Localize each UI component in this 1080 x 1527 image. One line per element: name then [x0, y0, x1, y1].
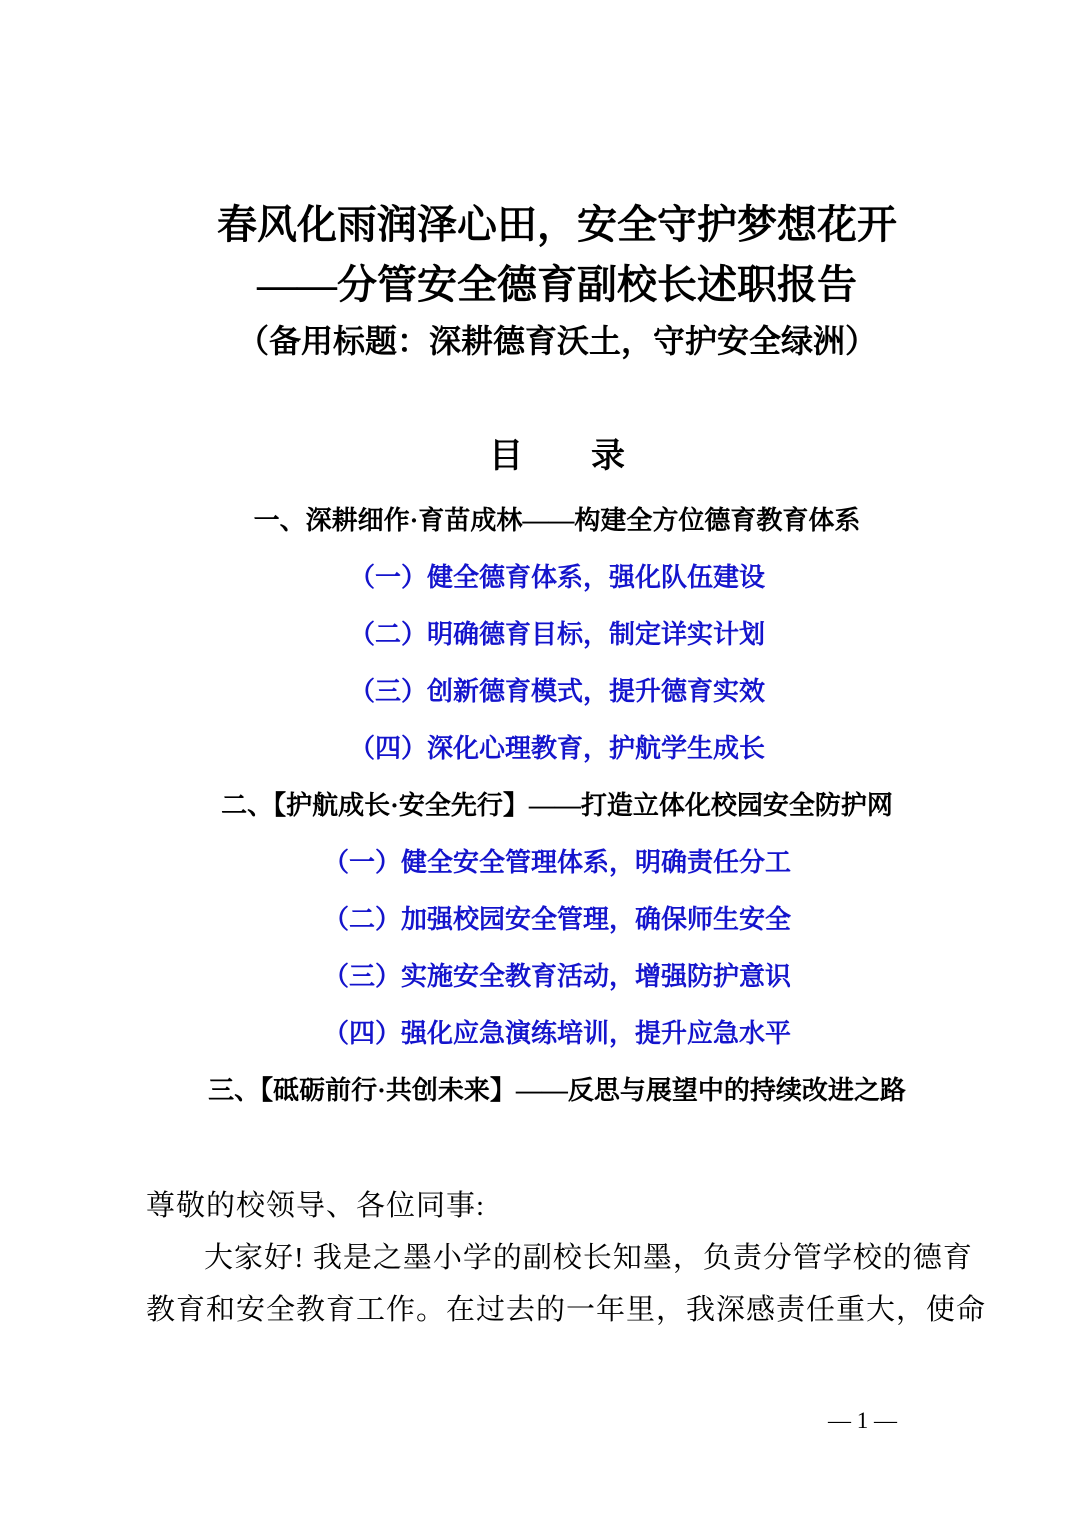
toc-item-section-1-sub-2[interactable]: （二）明确德育目标，制定详实计划: [348, 620, 765, 649]
toc-item-section-2-sub-3[interactable]: （三）实施安全教育活动，增强防护意识: [322, 962, 791, 991]
body-paragraph-line-1: 大家好! 我是之墨小学的副校长知墨，负责分管学校的德育: [204, 1242, 973, 1274]
toc-item-section-1[interactable]: 一、深耕细作·育苗成林——构建全方位德育教育体系: [253, 506, 861, 535]
salutation-line: 尊敬的校领导、各位同事:: [146, 1190, 486, 1222]
toc-item-section-2-sub-2[interactable]: （二）加强校园安全管理，确保师生安全: [322, 905, 791, 934]
document-title-line2: ——分管安全德育副校长述职报告: [257, 262, 857, 307]
toc-item-section-1-sub-4[interactable]: （四）深化心理教育，护航学生成长: [348, 734, 765, 763]
toc-item-section-1-sub-1[interactable]: （一）健全德育体系，强化队伍建设: [348, 563, 765, 592]
toc-item-section-2-sub-4[interactable]: （四）强化应急演练培训，提升应急水平: [322, 1019, 791, 1048]
toc-item-section-3[interactable]: 三、【砥砺前行·共创未来】——反思与展望中的持续改进之路: [208, 1076, 906, 1105]
page-number: — 1 —: [828, 1408, 897, 1433]
toc-item-section-1-sub-3[interactable]: （三）创新德育模式，提升德育实效: [348, 677, 765, 706]
table-of-contents: [146, 492, 968, 1119]
toc-item-section-2-sub-1[interactable]: （一）健全安全管理体系，明确责任分工: [322, 848, 791, 877]
body-paragraph-line-2: 教育和安全教育工作。在过去的一年里，我深感责任重大，使命: [146, 1294, 987, 1326]
document-title-block: [146, 195, 968, 367]
toc-heading: 目 录: [489, 438, 625, 475]
document-title-line1: 春风化雨润泽心田，安全守护梦想花开: [217, 202, 897, 247]
body-text: [146, 1180, 987, 1336]
toc-item-section-2[interactable]: 二、【护航成长·安全先行】——打造立体化校园安全防护网: [221, 791, 893, 820]
alternate-title: （备用标题：深耕德育沃土，守护安全绿洲）: [236, 323, 877, 359]
